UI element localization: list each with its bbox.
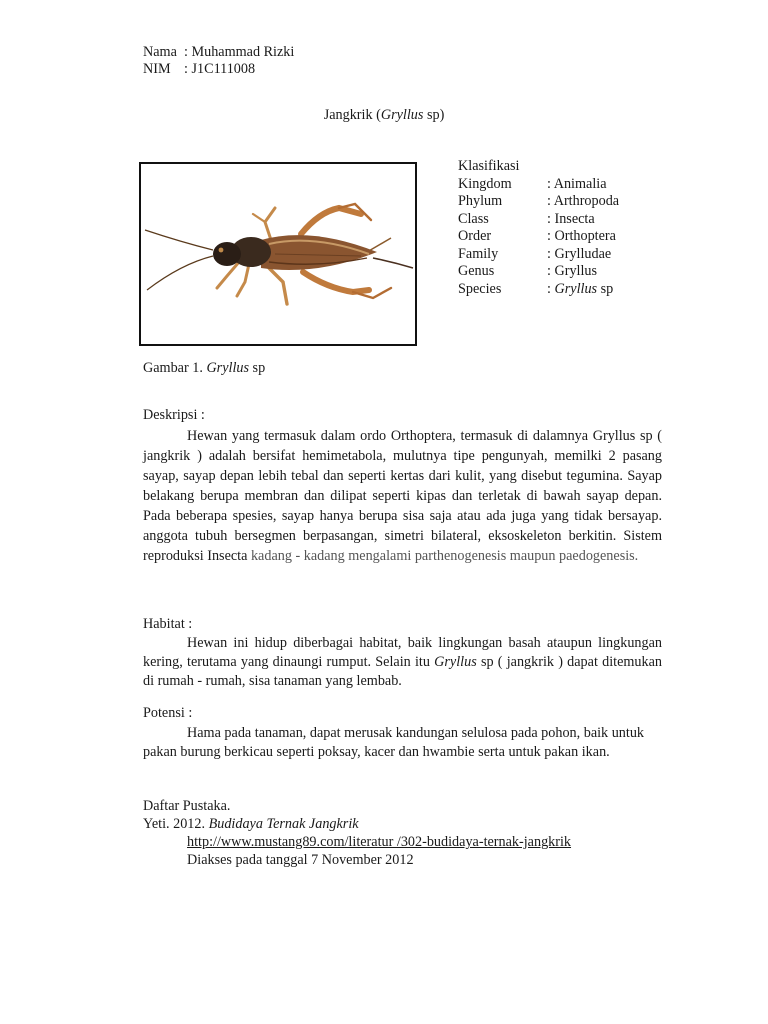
potensi-paragraph: Hama pada tanaman, dapat merusak kandungan selulosa pada pohon, baik untuk pakan burung berkicau seperti poksay, kacer dan hwambie serta untuk pakan ikan.	[143, 725, 645, 760]
figure-caption: Gambar 1. Gryllus sp	[143, 360, 266, 376]
class-key: Family	[458, 245, 499, 262]
class-value: : Gryllus	[547, 263, 598, 279]
title-genus: Gryllus	[380, 107, 424, 123]
class-key: Genus	[458, 263, 495, 279]
class-key: Order	[458, 228, 492, 244]
habitat-paragraph: Hewan ini hidup diberbagai habitat, baik lingkungan basah ataupun lingkungan kering, terutama yang dinaungi rumput. Selain itu Gryllus sp ( jangkrik ) dapat ditemukan di rumah - rumah, sisa tanaman yang lembab.	[143, 635, 662, 689]
class-key: Phylum	[458, 193, 503, 209]
reference-entry: Yeti. 2012. Budidaya Ternak Jangkrik	[143, 816, 359, 832]
classification-table	[458, 158, 619, 298]
reference-accessed: Diakses pada tanggal 7 November 2012	[187, 852, 414, 868]
habitat-heading: Habitat :	[143, 616, 193, 632]
class-key: Class	[458, 210, 489, 227]
class-value: : Animalia	[547, 175, 607, 192]
potensi-heading: Potensi :	[143, 705, 193, 721]
nama-value: : Muhammad Rizki	[184, 44, 295, 60]
class-value: : Arthropoda	[547, 193, 620, 209]
class-value: : Orthoptera	[547, 228, 616, 244]
reference-link[interactable]: http://www.mustang89.com/literatur /302-budidaya-ternak-jangkrik	[187, 834, 572, 850]
cricket-illustration	[141, 164, 415, 344]
classification-heading: Klasifikasi	[458, 158, 520, 174]
author-header	[143, 44, 294, 78]
class-value: : Insecta	[547, 210, 595, 227]
species-key: Species	[458, 280, 502, 297]
deskripsi-heading: Deskripsi :	[143, 407, 205, 423]
nim-value: : J1C111008	[184, 61, 256, 77]
nama-label: Nama	[143, 44, 177, 60]
references	[143, 797, 571, 869]
reference-title: Budidaya Ternak Jangkrik	[208, 816, 359, 832]
species-value: : Gryllus sp	[547, 280, 614, 297]
class-key: Kingdom	[458, 175, 512, 192]
deskripsi-paragraph: Hewan yang termasuk dalam ordo Orthoptera, termasuk di dalamnya Gryllus sp ( jangkrik ) adalah bersifat hemimetabola, mulutnya tipe pengunyah, memilki 2 pasang sayap, sayap depan lebih tebal dan seperti kertas dari kulit, yang disebut tegumina. Sayap belakang berupa membran dan dilipat seperti kipas dan terletak di bawah sayap depan. Pada beberapa spesies, sayap hanya berupa sisa saja atau ada juga yang tidak bersayap. anggota tubuh bersegmen berpasangan, simetri bilateral, eksoskeleton berkitin. Sistem reproduksi Insecta kadang - kadang mengalami parthenogenesis maupun paedogenesis.	[143, 428, 662, 564]
class-value: : Grylludae	[547, 245, 612, 262]
page-title: Jangkrik (Gryllus sp)	[323, 107, 445, 123]
nim-label: NIM	[143, 61, 171, 77]
references-heading: Daftar Pustaka.	[143, 798, 231, 814]
cricket-photo	[139, 162, 417, 346]
